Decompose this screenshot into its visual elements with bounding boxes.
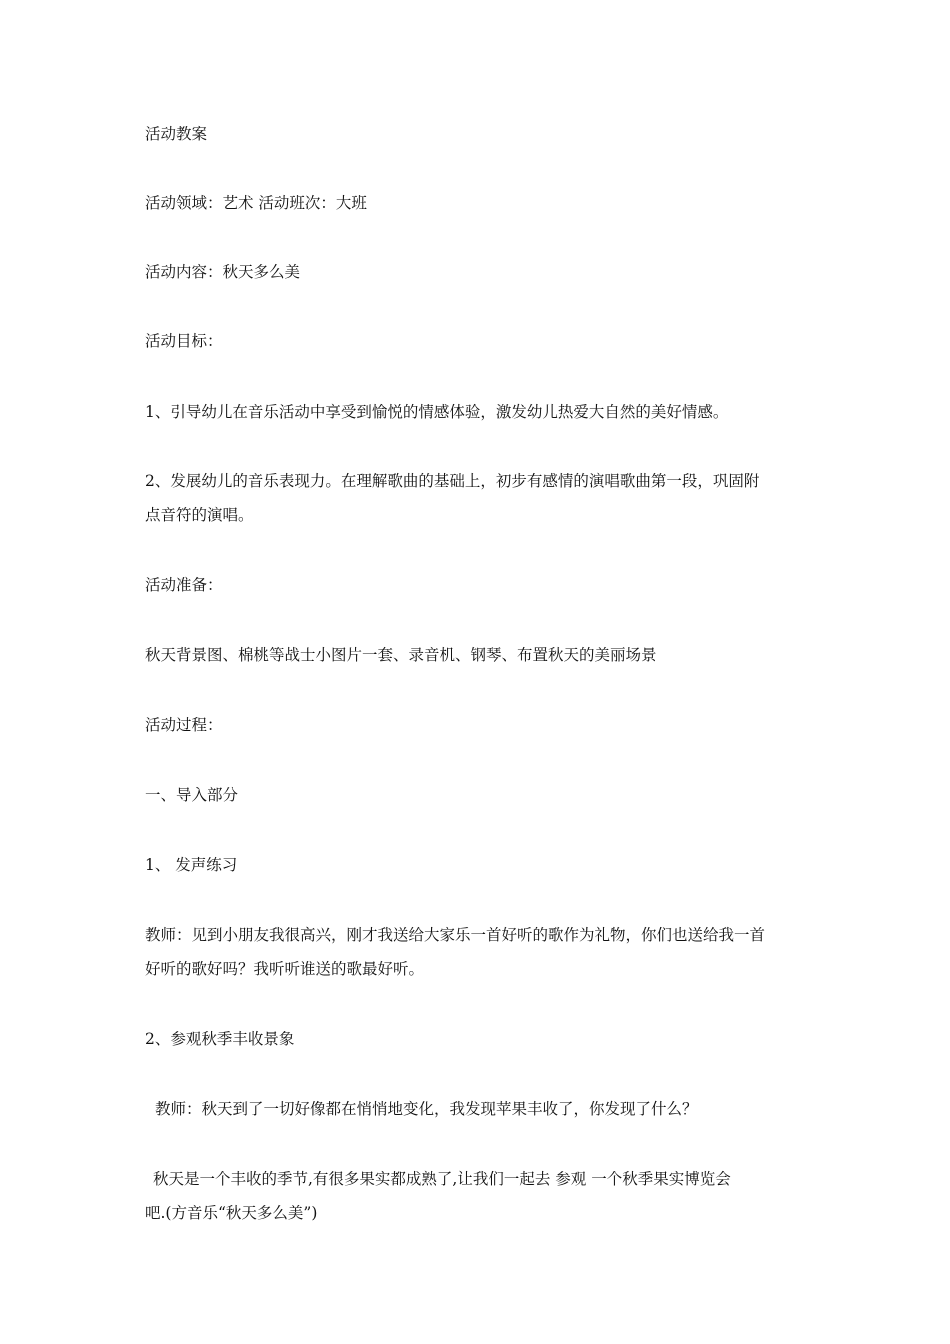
goal-item-1: 1、引导幼儿在音乐活动中享受到愉悦的情感体验，激发幼儿热爱大自然的美好情感。	[145, 403, 729, 421]
section-heading-preparation: 活动准备：	[145, 576, 223, 594]
teacher-speech-1-line-1: 教师：见到小朋友我很高兴，刚才我送给大家乐一首好听的歌作为礼物，你们也送给我一首	[145, 926, 766, 944]
part-1-heading: 一、导入部分	[145, 786, 239, 804]
activity-domain-class: 活动领域：艺术 活动班次：大班	[145, 194, 367, 212]
step-1-heading: 1、 发声练习	[145, 856, 238, 874]
autumn-paragraph-line-2: 吧.(方音乐“秋天多么美”)	[145, 1204, 318, 1222]
goal-item-2-line-1: 2、发展幼儿的音乐表现力。在理解歌曲的基础上，初步有感情的演唱歌曲第一段，巩固附	[145, 472, 760, 490]
teacher-speech-2: 教师：秋天到了一切好像都在悄悄地变化，我发现苹果丰收了，你发现了什么？	[155, 1100, 698, 1118]
preparation-text: 秋天背景图、棉桃等战士小图片一套、录音机、钢琴、布置秋天的美丽场景	[145, 646, 657, 664]
teacher-speech-1-line-2: 好听的歌好吗？我听听谁送的歌最好听。	[145, 960, 425, 978]
section-heading-process: 活动过程：	[145, 716, 223, 734]
autumn-paragraph-line-1: 秋天是一个丰收的季节,有很多果实都成熟了,让我们一起去 参观 一个秋季果实博览会	[153, 1170, 731, 1188]
goal-item-2-line-2: 点音符的演唱。	[145, 506, 254, 524]
section-heading-goals: 活动目标：	[145, 332, 223, 350]
step-2-heading: 2、参观秋季丰收景象	[145, 1030, 295, 1048]
activity-content: 活动内容：秋天多么美	[145, 263, 301, 281]
doc-title: 活动教案	[145, 125, 208, 143]
